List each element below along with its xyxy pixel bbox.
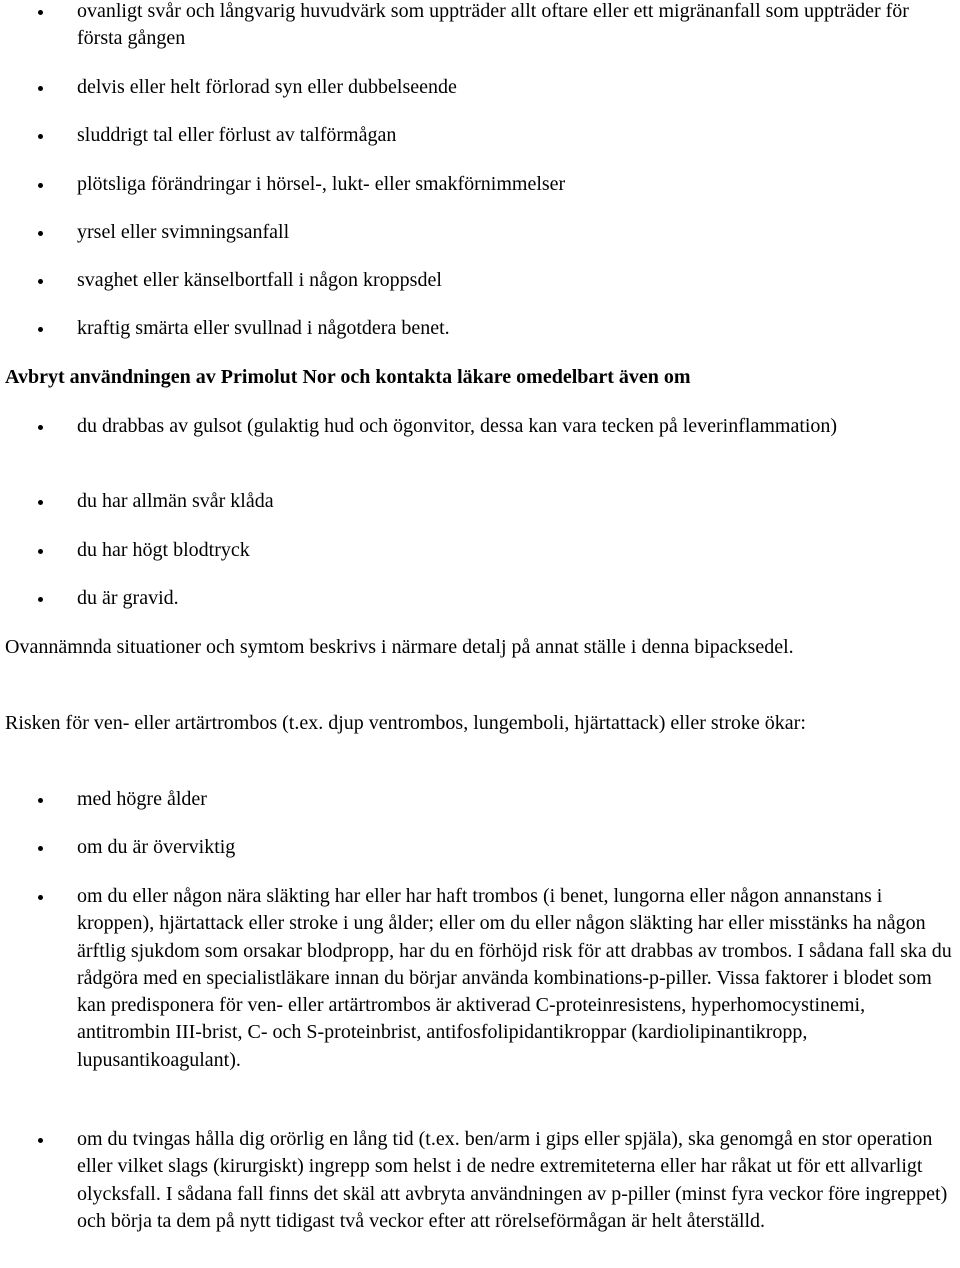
list-item-text: du har allmän svår klåda: [77, 490, 274, 512]
list-item-text: sluddrigt tal eller förlust av talförmågan: [77, 124, 397, 146]
list-item-text: du är gravid.: [77, 587, 179, 609]
bullet-icon: [38, 279, 43, 284]
bullet-icon: [38, 500, 43, 505]
bullet-icon: [38, 86, 43, 91]
bullet-icon: [38, 846, 43, 851]
bullet-icon: [38, 798, 43, 803]
list-item-text: du har högt blodtryck: [77, 539, 250, 561]
paragraph-described: Ovannämnda situationer och symtom beskrivs i närmare detalj på annat ställe i denna bipacksedel.: [5, 636, 794, 658]
bullet-icon: [38, 327, 43, 332]
list-item-text: delvis eller helt förlorad syn eller dubbelseende: [77, 76, 457, 98]
list-item-text: yrsel eller svimningsanfall: [77, 221, 290, 243]
paragraph-risk: Risken för ven- eller artärtrombos (t.ex. djup ventrombos, lungemboli, hjärtattack) eller stroke ökar:: [5, 712, 806, 734]
bullet-icon: [38, 231, 43, 236]
bullet-icon: [38, 183, 43, 188]
list-item-text: kraftig smärta eller svullnad i någotdera benet.: [77, 317, 450, 339]
list-item-text: med högre ålder: [77, 788, 207, 810]
bullet-icon: [38, 1138, 43, 1143]
bullet-icon: [38, 597, 43, 602]
bullet-icon: [38, 425, 43, 430]
list-item-text: plötsliga förändringar i hörsel-, lukt- eller smakförnimmelser: [77, 173, 566, 195]
bullet-icon: [38, 134, 43, 139]
list-item-text: svaghet eller känselbortfall i någon kroppsdel: [77, 269, 442, 291]
bullet-icon: [38, 549, 43, 554]
bullet-icon: [38, 10, 43, 15]
list-item-text: ovanligt svår och långvarig huvudvärk som uppträder allt oftare eller ett migränanfall som uppträder för första gången: [77, 0, 909, 50]
list-item-text: om du tvingas hålla dig orörlig en lång tid (t.ex. ben/arm i gips eller spjäla), ska genomgå en stor operation eller vilket slags (kirurgiskt) ingrepp som helst i de nedre extremiteterna eller har råkat ut för ett allvarligt olycksfall. I sådana fall finns det skäl att avbryta användningen av p-piller (minst fyra veckor före ingreppet) och börja ta dem på nytt tidigast två veckor efter att rörelseförmågan är helt återställd.: [77, 1128, 948, 1232]
list-item-text: du drabbas av gulsot (gulaktig hud och ögonvitor, dessa kan vara tecken på leverinflammation): [77, 415, 838, 437]
section-heading: Avbryt användningen av Primolut Nor och kontakta läkare omedelbart även om: [5, 366, 691, 388]
bullet-icon: [38, 895, 43, 900]
list-item-text: om du eller någon nära släkting har eller har haft trombos (i benet, lungorna eller någon annanstans i kroppen), hjärtattack eller stroke i ung ålder; eller om du eller någon släkting har eller misstänks ha någon ärftlig sjukdom som orsakar blodpropp, har du en förhöjd risk för att drabbas av trombos. I sådana fall ska du rådgöra med en specialistläkare innan du börjar använda kombinations-p-piller. Vissa faktorer i blodet som kan predisponera för ven- eller artärtrombos är aktiverad C-proteinresistens, hyperhomocystinemi, antitrombin III-brist, C- och S-proteinbrist, antifosfolipidantikroppar (kardiolipinantikropp, lupusantikoagulant).: [77, 885, 952, 1071]
list-item-text: om du är överviktig: [77, 836, 236, 858]
